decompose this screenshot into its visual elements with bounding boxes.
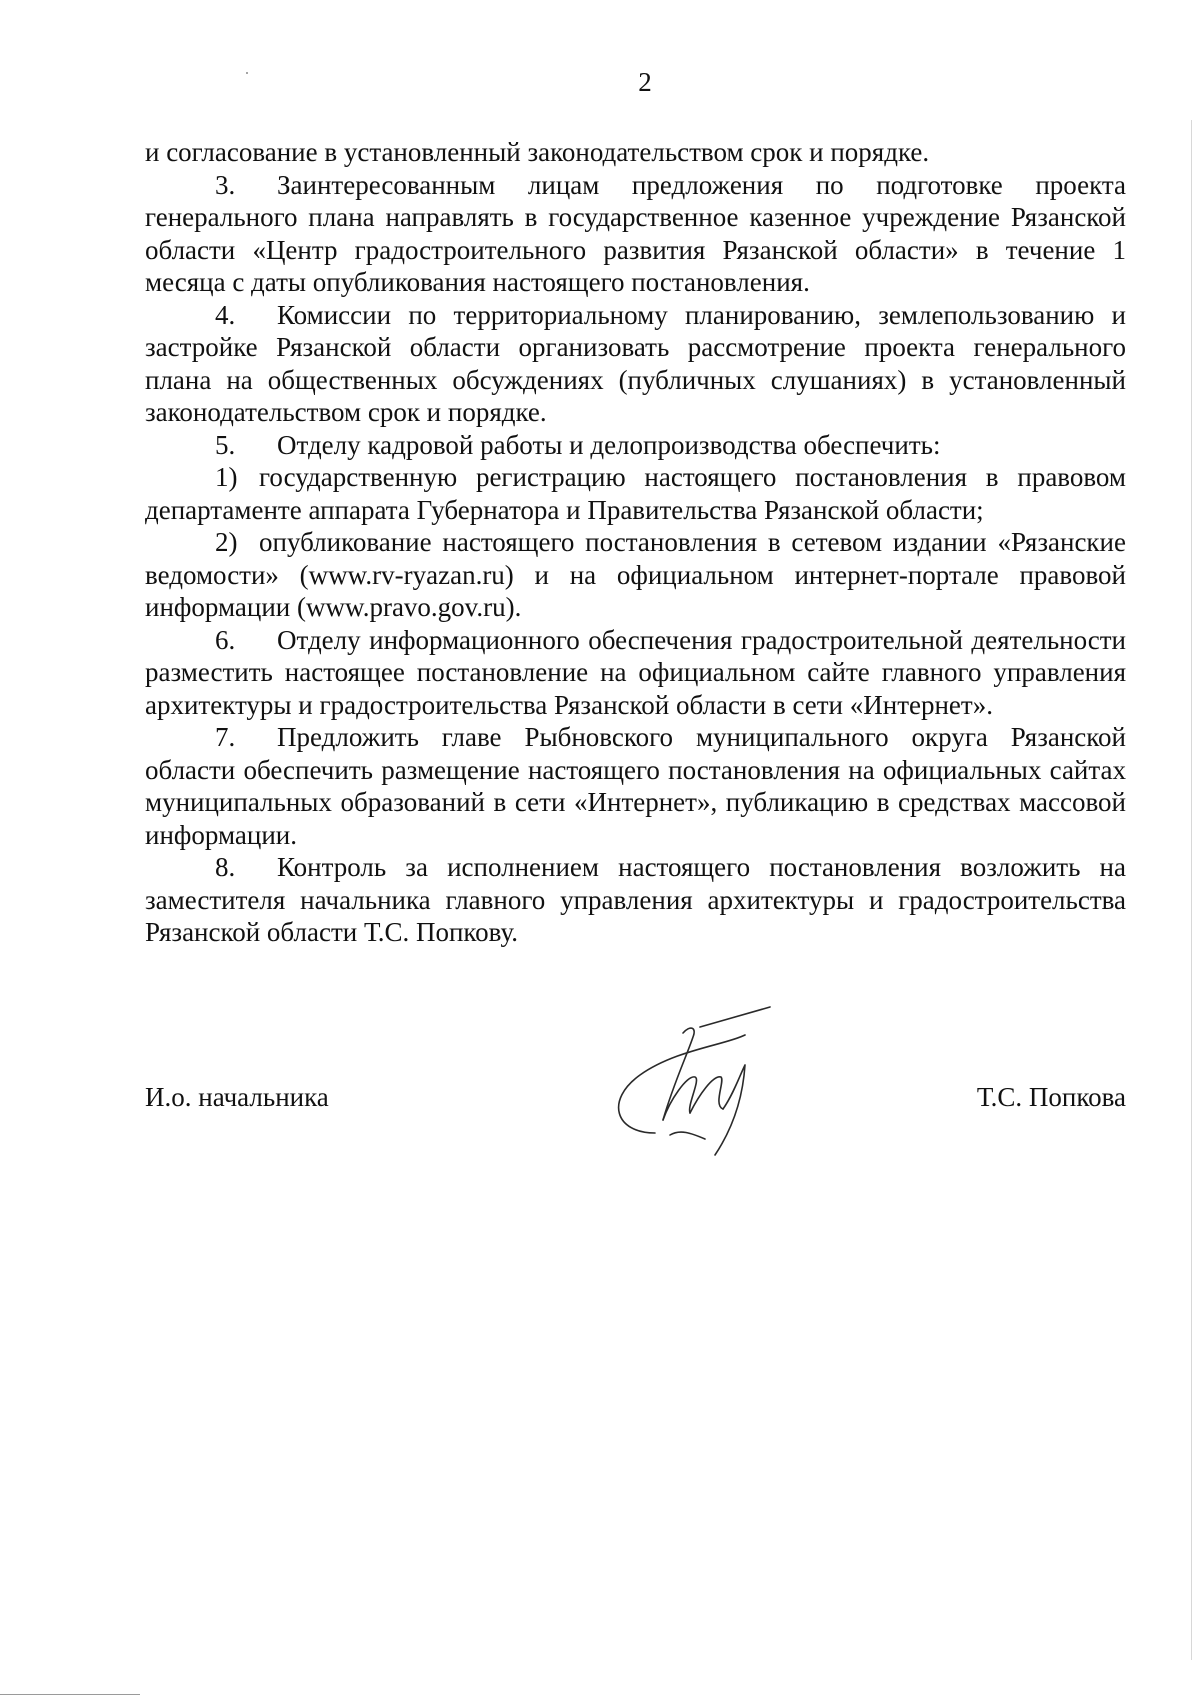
paragraph-number: 5. — [215, 429, 236, 460]
signer-title: И.о. начальника — [145, 1082, 329, 1112]
paragraph-number: 8. — [215, 852, 236, 882]
paragraph-number: 7. — [215, 722, 236, 752]
paragraph-text: Отделу информационного обеспечения градостроительной деятельности разместить настоящее постановление на официальном сайте главного управления архитектуры и градостроительства Рязанской области в сети «Интернет». — [145, 624, 1126, 720]
page-number: 2 — [638, 67, 652, 97]
scan-edge-line — [1191, 120, 1192, 1660]
paragraph-4 — [145, 299, 1126, 429]
paragraph-8 — [145, 851, 1126, 949]
paragraph-text: Заинтересованным лицам предложения по подготовке проекта генерального плана направлять в государственное казенное учреждение Рязанской области «Центр градостроительного развития Рязанской области» в течение 1 месяца с даты опубликования настоящего постановления. — [145, 169, 1126, 297]
paragraph-continuation: и согласование в установленный законодательством срок и порядке. — [145, 137, 930, 167]
paragraph-number: 4. — [215, 299, 236, 330]
paragraph-text: государственную регистрацию настоящего постановления в правовом департаменте аппарата Губернатора и Правительства Рязанской области; — [145, 462, 1126, 525]
paragraph-text: Предложить главе Рыбновского муниципального округа Рязанской области обеспечить размещение настоящего постановления на официальных сайтах муниципальных образований в сети «Интернет», публикацию в средствах массовой информации. — [145, 722, 1126, 850]
signer-name: Т.С. Попкова — [976, 1082, 1126, 1112]
subparagraph-number: 2) — [215, 527, 238, 557]
paragraph-number: 6. — [215, 624, 236, 655]
paragraph-text: Контроль за исполнением настоящего постановления возложить на заместителя начальника главного управления архитектуры и градостроительства Рязанской области Т.С. Попкову. — [145, 852, 1126, 947]
paragraph-text: Отделу кадровой работы и делопроизводства обеспечить: — [277, 429, 941, 460]
paragraph-5-1 — [145, 461, 1126, 526]
document-body — [145, 136, 1126, 949]
paragraph-6 — [145, 624, 1126, 722]
paragraph-5 — [145, 429, 1126, 462]
paragraph-text: опубликование настоящего постановления в сетевом издании «Рязанские ведомости» (www.rv-ryazan.ru) и на официальном интернет-портале правовой информации (www.pravo.gov.ru). — [145, 527, 1126, 622]
paragraph-5-2 — [145, 526, 1126, 624]
paragraph-3 — [145, 169, 1126, 299]
handwritten-signature — [595, 1005, 800, 1175]
paragraph-7 — [145, 721, 1126, 851]
scan-bottom-line — [0, 1694, 140, 1695]
subparagraph-number: 1) — [215, 462, 238, 492]
paragraph-text: Комиссии по территориальному планированию, землепользованию и застройке Рязанской области организовать рассмотрение проекта генерального плана на общественных обсуждениях (публичных слушаниях) в установленный законодательством срок и порядке. — [145, 299, 1126, 427]
paragraph-number: 3. — [215, 169, 236, 200]
